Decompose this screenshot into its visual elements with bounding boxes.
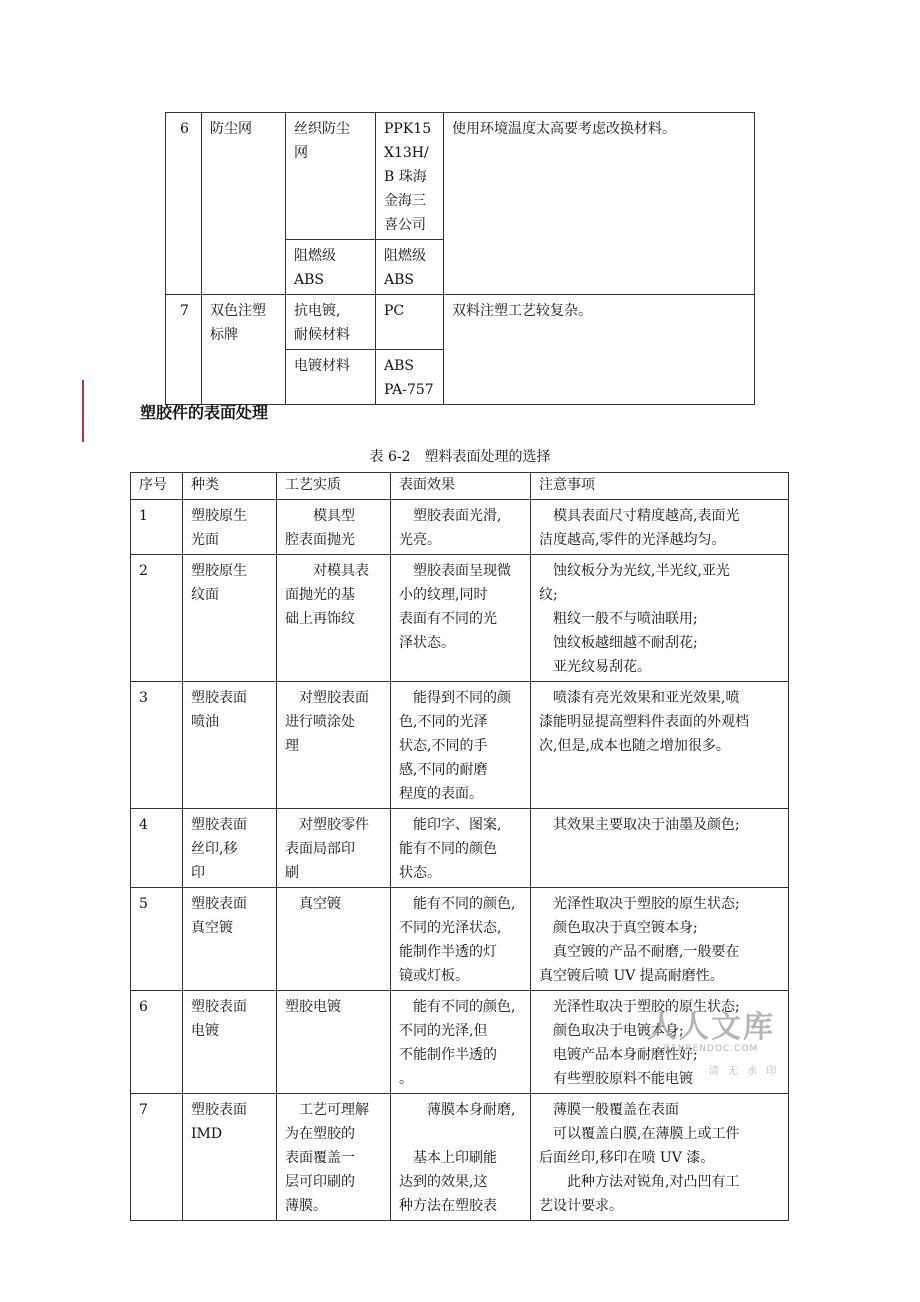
essence-cell: 对模具表 面抛光的基 础上再饰纹 [277, 555, 391, 682]
watermark-url: RENRENDOC.COM [663, 1044, 759, 1054]
kind-cell: 塑胶表面 喷油 [183, 682, 277, 809]
table-row [131, 555, 789, 682]
kind-cell: 塑胶表面 丝印,移 印 [183, 809, 277, 888]
process-cell: 电镀材料 [286, 350, 376, 405]
essence-cell: 真空镀 [277, 888, 391, 991]
notes-cell: 薄膜一般覆盖在表面 可以覆盖白膜,在薄膜上或工件 后面丝印,移印在喷 UV 漆。 此种方法对锐角,对凸凹有工 艺设计要求。 [531, 1094, 789, 1221]
table-row [166, 295, 755, 350]
effect-cell: 能得到不同的颜 色,不同的光泽 状态,不同的手 感,不同的耐磨 程度的表面。 [391, 682, 531, 809]
table-caption: 表 6-2 塑料表面处理的选择 [369, 449, 551, 465]
table-row [131, 682, 789, 809]
material-cell: PC [376, 295, 444, 350]
essence-cell: 塑胶电镀 [277, 991, 391, 1094]
row-number: 2 [131, 555, 183, 682]
process-cell: 丝织防尘 网 [286, 113, 376, 240]
table-row [131, 809, 789, 888]
part-name: 双色注塑 标牌 [202, 295, 286, 405]
row-number: 5 [131, 888, 183, 991]
table-row [131, 1094, 789, 1221]
row-number: 1 [131, 500, 183, 555]
effect-cell: 塑胶表面呈现微 小的纹理,同时 表面有不同的光 泽状态。 [391, 555, 531, 682]
row-number: 7 [166, 295, 202, 405]
kind-cell: 塑胶表面 真空镀 [183, 888, 277, 991]
section-heading: 塑胶件的表面处理 [140, 403, 269, 422]
notes-cell: 光泽性取决于塑胶的原生状态; 颜色取决于电镀本身; 电镀产品本身耐磨性好; 有些塑胶原料不能电镀 [531, 991, 789, 1094]
table-row [166, 113, 755, 240]
header-cell: 注意事项 [531, 473, 789, 500]
notes-cell: 模具表面尺寸精度越高,表面光 洁度越高,零件的光泽越均匀。 [531, 500, 789, 555]
row-number: 6 [166, 113, 202, 295]
notes-cell: 蚀纹板分为光纹,半光纹,亚光 纹; 粗纹一般不与喷油联用; 蚀纹板越细越不耐刮花; 亚光纹易刮花。 [531, 555, 789, 682]
kind-cell: 塑胶表面 电镀 [183, 991, 277, 1094]
note-cell: 使用环境温度太高要考虑改换材料。 [444, 113, 755, 295]
essence-cell: 工艺可理解 为在塑胶的 表面覆盖一 层可印刷的 薄膜。 [277, 1094, 391, 1221]
table-row [131, 500, 789, 555]
kind-cell: 塑胶原生 纹面 [183, 555, 277, 682]
row-number: 3 [131, 682, 183, 809]
header-cell: 工艺实质 [277, 473, 391, 500]
essence-cell: 模具型 腔表面抛光 [277, 500, 391, 555]
material-cell: 阻燃级 ABS [376, 240, 444, 295]
margin-marker [82, 380, 84, 442]
effect-cell: 塑胶表面光滑, 光亮。 [391, 500, 531, 555]
effect-cell: 能有不同的颜色, 不同的光泽状态, 能制作半透的灯 镜或灯板。 [391, 888, 531, 991]
surface-treatment-table [130, 472, 789, 1221]
table-header-row [131, 473, 789, 500]
notes-cell: 光泽性取决于塑胶的原生状态; 颜色取决于真空镀本身; 真空镀的产品不耐磨,一般要在 真空镀后喷 UV 提高耐磨性。 [531, 888, 789, 991]
header-cell: 序号 [131, 473, 183, 500]
watermark-logo [646, 1010, 780, 1077]
kind-cell: 塑胶表面 IMD [183, 1094, 277, 1221]
part-name: 防尘网 [202, 113, 286, 295]
watermark-text: 人人文库 [647, 1010, 775, 1045]
row-number: 6 [131, 991, 183, 1094]
row-number: 7 [131, 1094, 183, 1221]
header-cell: 种类 [183, 473, 277, 500]
material-cell: ABS PA-757 [376, 350, 444, 405]
notes-cell: 其效果主要取决于油墨及颜色; [531, 809, 789, 888]
table-row [131, 888, 789, 991]
watermark-tag: 清 无 水 印 [708, 1066, 780, 1077]
process-cell: 抗电镀, 耐候材料 [286, 295, 376, 350]
effect-cell: 能有不同的颜色, 不同的光泽,但 不能制作半透的 。 [391, 991, 531, 1094]
effect-cell: 能印字、图案, 能有不同的颜色 状态。 [391, 809, 531, 888]
note-cell: 双料注塑工艺较复杂。 [444, 295, 755, 405]
header-cell: 表面效果 [391, 473, 531, 500]
row-number: 4 [131, 809, 183, 888]
process-cell: 阻燃级 ABS [286, 240, 376, 295]
essence-cell: 对塑胶零件 表面局部印 刷 [277, 809, 391, 888]
kind-cell: 塑胶原生 光面 [183, 500, 277, 555]
material-table [165, 112, 755, 405]
essence-cell: 对塑胶表面 进行喷涂处 理 [277, 682, 391, 809]
material-cell: PPK15 X13H/ B 珠海 金海三 喜公司 [376, 113, 444, 240]
notes-cell: 喷漆有亮光效果和亚光效果,喷 漆能明显提高塑料件表面的外观档 次,但是,成本也随之增加很多。 [531, 682, 789, 809]
effect-cell: 薄膜本身耐磨, 基本上印刷能 达到的效果,这 种方法在塑胶表 [391, 1094, 531, 1221]
